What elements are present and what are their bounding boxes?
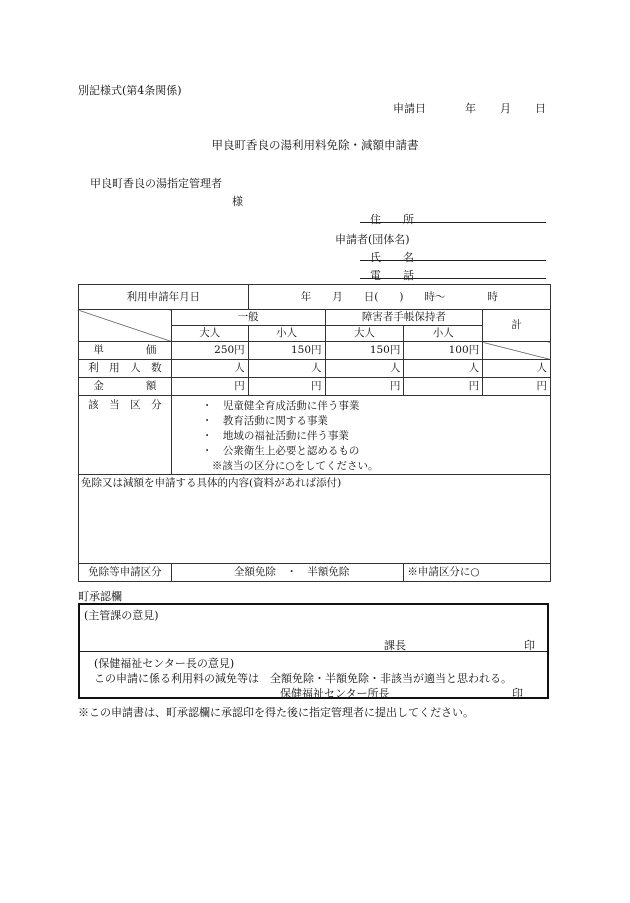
category-item: ・ 教育活動に関する事業 xyxy=(201,415,328,427)
approval-divider xyxy=(80,651,547,652)
day-label: 日 xyxy=(535,102,546,115)
price-disabled-adult: 150円 xyxy=(325,342,404,360)
header-row xyxy=(79,310,551,326)
address-line xyxy=(360,222,546,223)
exemption-label: 免除等申請区分 xyxy=(79,564,172,582)
count-row xyxy=(79,360,551,378)
amount-disabled-child: 円 xyxy=(404,378,483,396)
category-item: ・ 公衆衛生上必要と認めるもの xyxy=(201,445,360,457)
phone-line xyxy=(360,278,546,279)
center-director-label: 保健福祉センター所長 xyxy=(280,687,390,700)
usage-label: 利用申請年月日 xyxy=(79,285,249,310)
address-label: 住 所 xyxy=(370,213,414,226)
disabled-adult-header: 大人 xyxy=(325,326,404,342)
amount-general-adult: 円 xyxy=(171,378,248,396)
phone-label: 電 話 xyxy=(370,269,414,282)
exemption-options: 全額免除 ・ 半額免除 xyxy=(171,564,404,582)
chief-label: 課長 xyxy=(384,639,406,652)
count-disabled-adult: 人 xyxy=(325,360,404,378)
disabled-child-header: 小人 xyxy=(404,326,483,342)
applicant-label: 申請者(団体名) xyxy=(335,233,410,246)
form-id: 別記様式(第4条関係) xyxy=(78,84,182,97)
approval-box xyxy=(78,603,549,699)
date-label: 申請日 xyxy=(393,102,426,115)
category-note: ※該当の区分に○をしてください。 xyxy=(211,460,379,472)
amount-label: 金 額 xyxy=(79,378,172,396)
approval-section-label: 町承認欄 xyxy=(78,590,122,603)
form-title: 甲良町香良の湯利用料免除・減額申請書 xyxy=(211,138,419,152)
footer-note: ※この申請書は、町承認欄に承認印を得た後に指定管理者に提出してください。 xyxy=(78,706,474,719)
category-list xyxy=(171,396,550,475)
count-disabled-child: 人 xyxy=(404,360,483,378)
amount-row xyxy=(79,378,551,396)
dept-opinion-label: (主管課の意見) xyxy=(84,609,159,622)
month-label: 月 xyxy=(500,102,511,115)
details-row xyxy=(79,475,551,564)
center-opinion-label: (保健福祉センター長の意見) xyxy=(94,657,235,670)
price-general-child: 150円 xyxy=(248,342,325,360)
addressee-name: 甲良町香良の湯指定管理者 xyxy=(90,177,222,190)
total-header: 計 xyxy=(483,310,551,342)
category-item: ・ 地域の福祉活動に伴う事業 xyxy=(201,430,349,442)
center-opinion-text: この申請に係る利用料の減免等は 全額免除・半額免除・非該当が適当と思われる。 xyxy=(94,672,512,685)
general-adult-header: 大人 xyxy=(171,326,248,342)
count-general-adult: 人 xyxy=(171,360,248,378)
addressee-honorific: 様 xyxy=(232,195,243,208)
details-label: 免除又は減額を申請する具体的内容(資料があれば添付) xyxy=(79,475,551,564)
category-label: 該 当 区 分 xyxy=(79,396,172,475)
year-label: 年 xyxy=(465,102,476,115)
general-child-header: 小人 xyxy=(248,326,325,342)
exemption-row xyxy=(79,564,551,582)
count-total: 人 xyxy=(483,360,551,378)
category-row xyxy=(79,396,551,475)
general-header: 一般 xyxy=(171,310,325,326)
usage-row xyxy=(79,285,551,310)
price-row xyxy=(79,342,551,360)
name-line xyxy=(360,260,546,261)
price-total-diagonal xyxy=(483,342,551,360)
disabled-header: 障害者手帳保持者 xyxy=(325,310,483,326)
amount-general-child: 円 xyxy=(248,378,325,396)
exemption-note: ※申請区分に○ xyxy=(404,564,551,582)
director-seal: 印 xyxy=(512,687,523,700)
usage-value: 年 月 日( ) 時〜 時 xyxy=(248,285,550,310)
amount-total: 円 xyxy=(483,378,551,396)
price-general-adult: 250円 xyxy=(171,342,248,360)
amount-disabled-adult: 円 xyxy=(325,378,404,396)
count-general-child: 人 xyxy=(248,360,325,378)
price-disabled-child: 100円 xyxy=(404,342,483,360)
count-label: 利 用 人 数 xyxy=(79,360,172,378)
chief-seal: 印 xyxy=(524,639,535,652)
diagonal-cell xyxy=(79,310,172,342)
price-label: 単 価 xyxy=(79,342,172,360)
name-label: 氏 名 xyxy=(370,251,414,264)
category-item: ・ 児童健全育成活動に伴う事業 xyxy=(201,400,360,412)
application-table xyxy=(78,284,551,582)
